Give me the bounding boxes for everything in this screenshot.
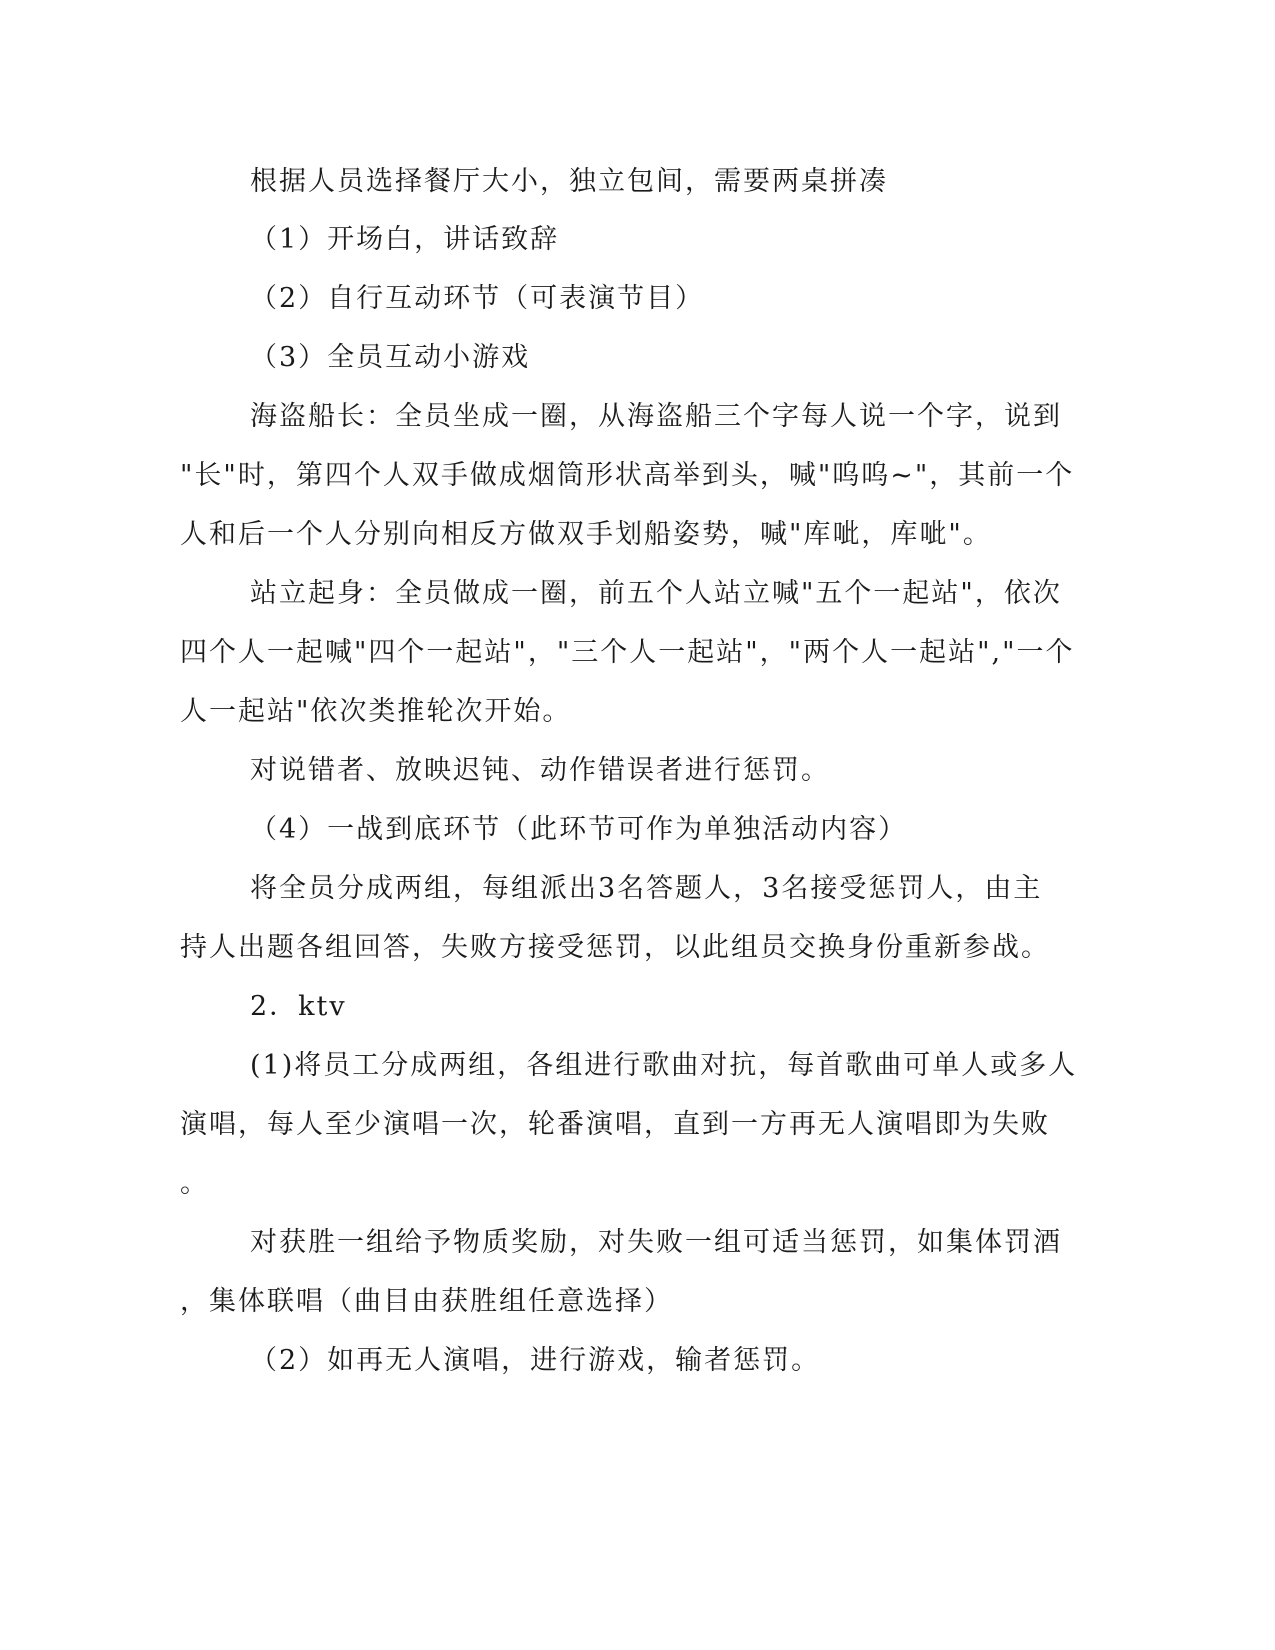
paragraph-stand-up-line2: 四个人一起喊"四个一起站"，"三个人一起站"，"两个人一起站","一个: [180, 637, 1075, 668]
paragraph-stand-up-line1: 站立起身：全员做成一圈，前五个人站立喊"五个一起站"，依次: [250, 578, 1062, 609]
item-fight-to-end: （4）一战到底环节（此环节可作为单独活动内容）: [250, 814, 908, 845]
paragraph-ktv-line2: 演唱，每人至少演唱一次，轮番演唱，直到一方再无人演唱即为失败: [180, 1109, 1050, 1140]
paragraph-pirate-captain-line3: 人和后一个人分别向相反方做双手划船姿势，喊"库呲，库呲"。: [180, 519, 992, 550]
item-self-interaction: （2）自行互动环节（可表演节目）: [250, 283, 705, 314]
section-heading-ktv: 2．ktv: [250, 991, 347, 1022]
paragraph-venue: 根据人员选择餐厅大小，独立包间，需要两桌拼凑: [250, 166, 888, 197]
paragraph-rewards-line2: ，集体联唱（曲目由获胜组任意选择）: [180, 1286, 673, 1317]
paragraph-penalty: 对说错者、放映迟钝、动作错误者进行惩罚。: [250, 755, 830, 786]
item-group-games: （3）全员互动小游戏: [250, 342, 531, 373]
paragraph-groups-line1: 将全员分成两组，每组派出3名答题人，3名接受惩罚人，由主: [250, 873, 1043, 904]
paragraph-groups-line2: 持人出题各组回答，失败方接受惩罚，以此组员交换身份重新参战。: [180, 932, 1050, 963]
paragraph-ktv-line3: 。: [180, 1168, 209, 1199]
item-opening-speech: （1）开场白，讲话致辞: [250, 224, 560, 255]
paragraph-pirate-captain-line2: "长"时，第四个人双手做成烟筒形状高举到头，喊"呜呜~"，其前一个: [180, 460, 1075, 491]
paragraph-rewards-line1: 对获胜一组给予物质奖励，对失败一组可适当惩罚，如集体罚酒: [250, 1227, 1062, 1258]
item-no-singer-game: （2）如再无人演唱，进行游戏，输者惩罚。: [250, 1345, 821, 1376]
paragraph-stand-up-line3: 人一起站"依次类推轮次开始。: [180, 696, 572, 727]
paragraph-ktv-line1: (1)将员工分成两组，各组进行歌曲对抗，每首歌曲可单人或多人: [250, 1050, 1078, 1081]
paragraph-pirate-captain-line1: 海盗船长：全员坐成一圈，从海盗船三个字每人说一个字，说到: [250, 401, 1062, 432]
